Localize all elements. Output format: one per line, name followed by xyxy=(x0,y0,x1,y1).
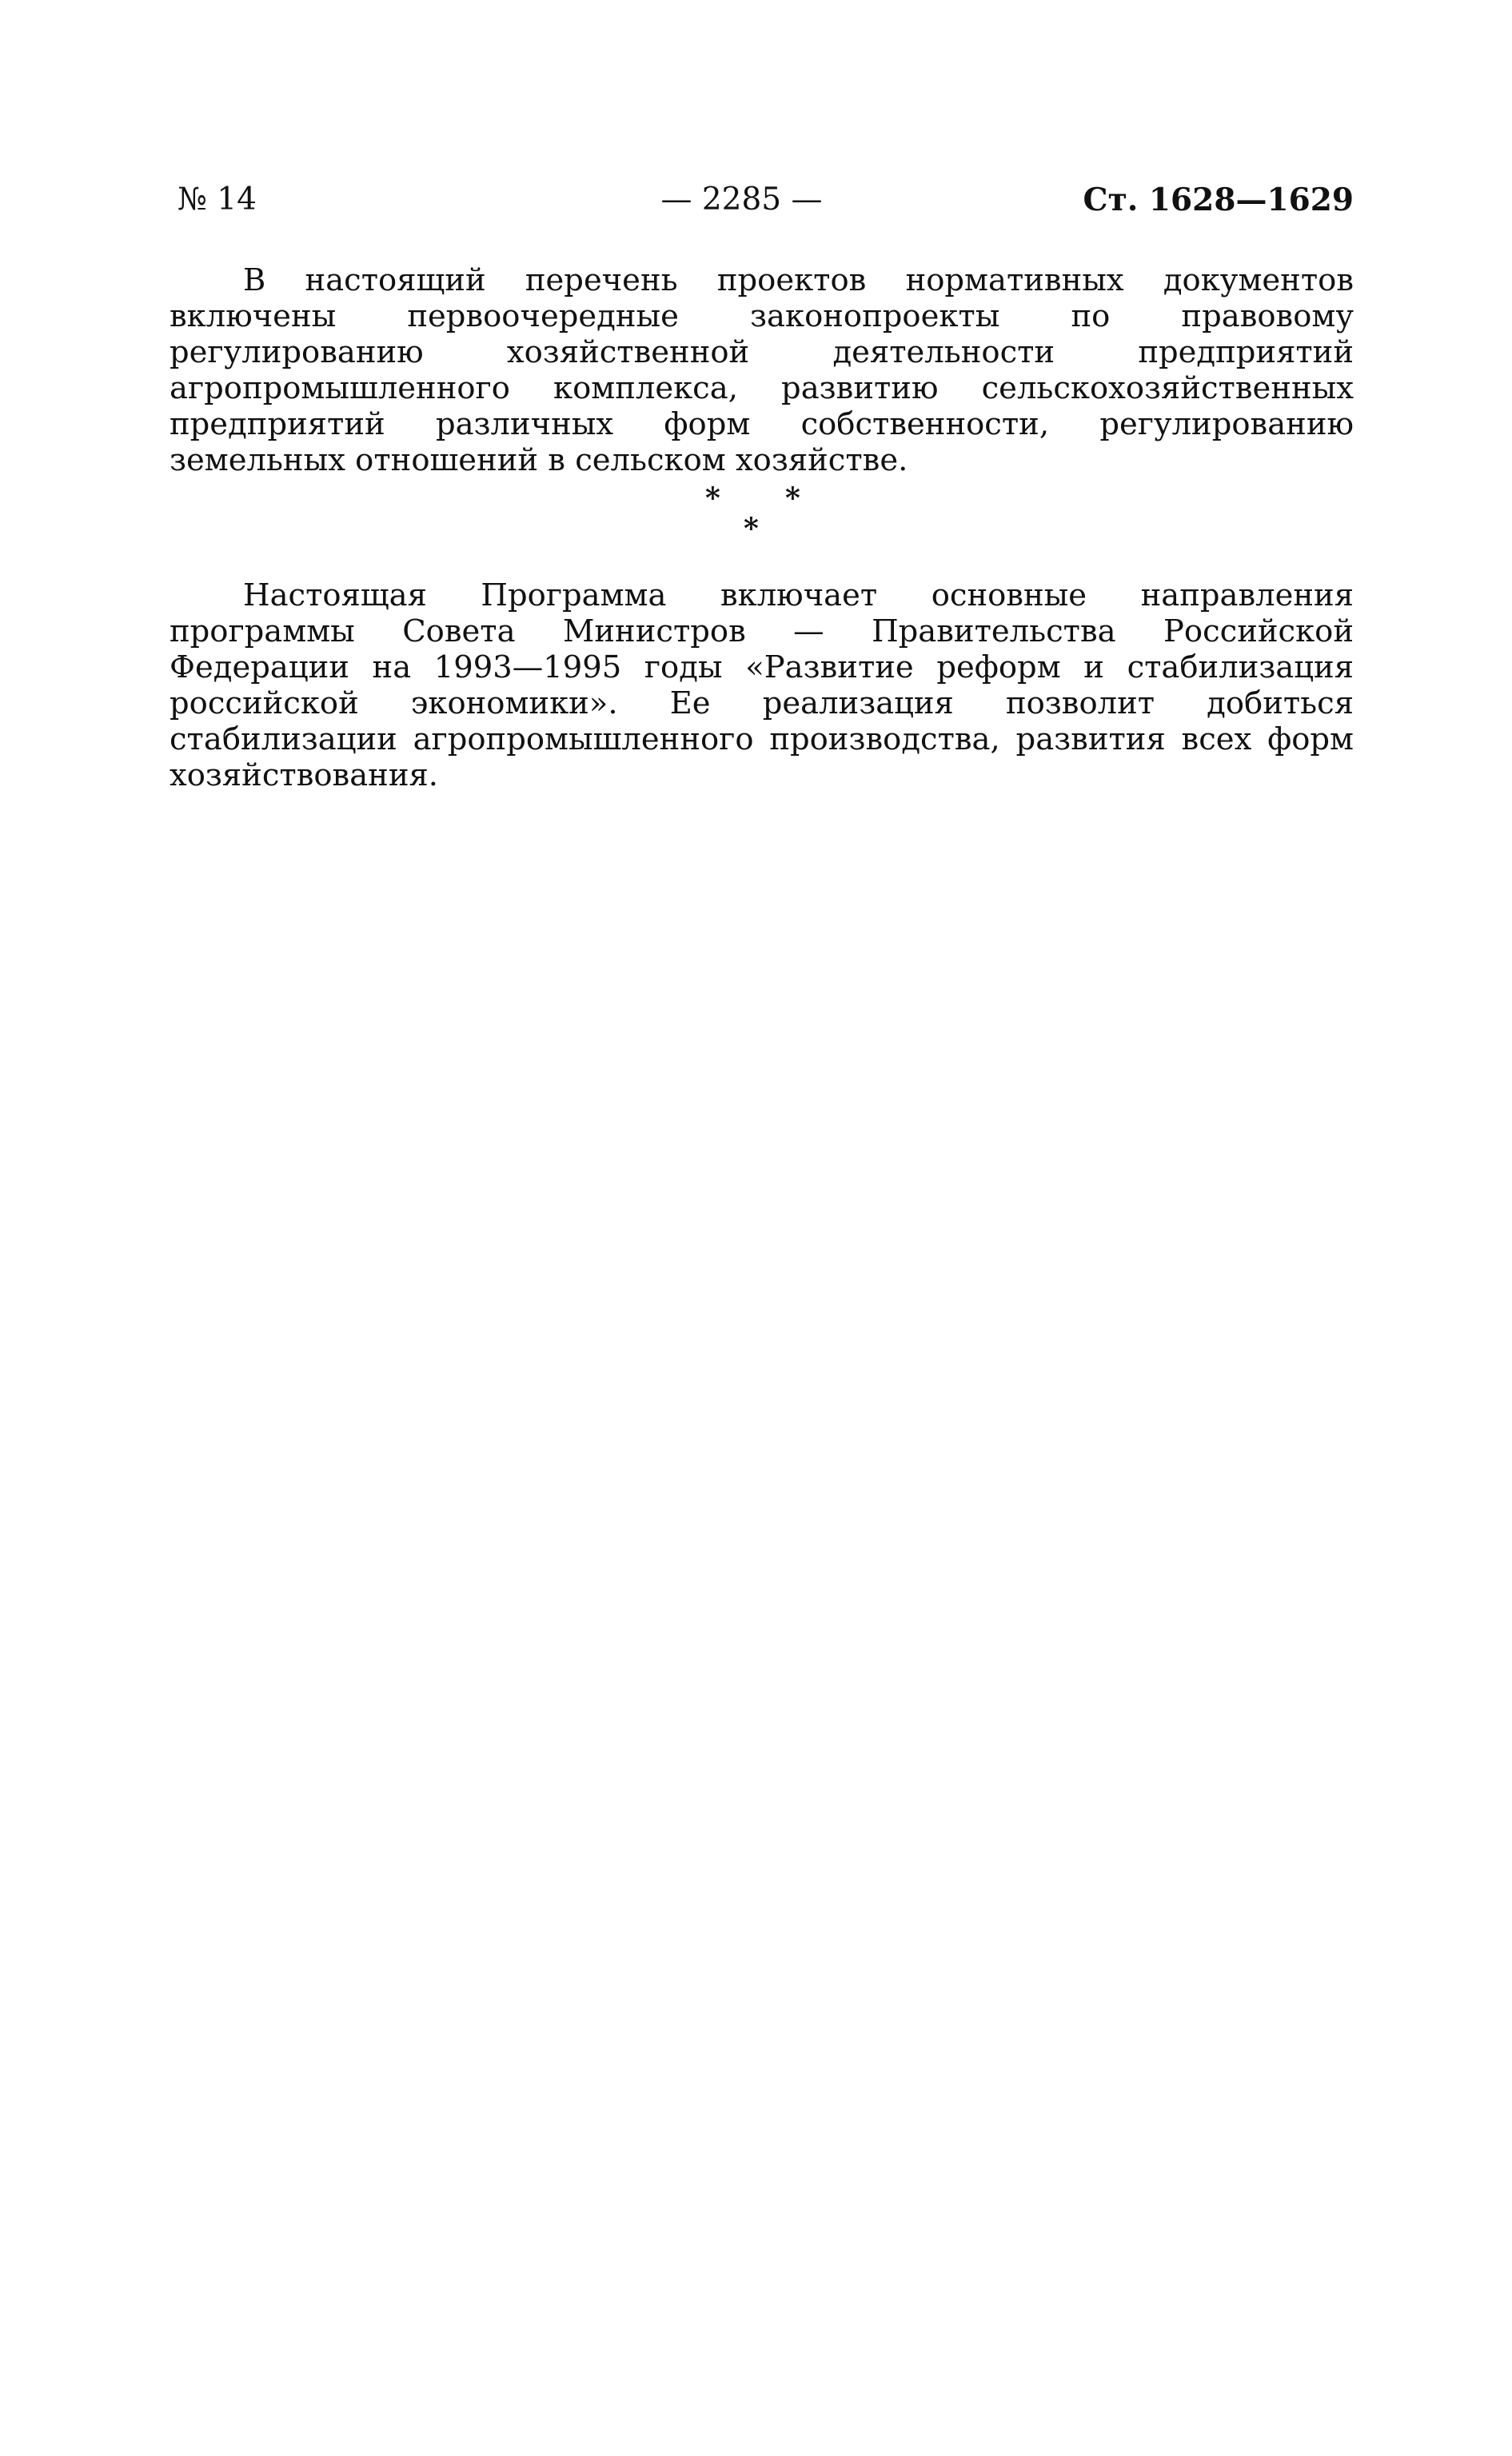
paragraph-program-summary: Настоящая Программа включает основные направления программы Совета Министров — Правительства Российской Федерации на 1993—1995 годы «Развитие реформ и стабилизация российской экономики». Ее реализация позволит добиться стабилизации агропромышленного производства, развития всех форм хозяйствования. xyxy=(170,577,1354,793)
asterisk-1: * xyxy=(705,481,720,515)
asterisk-3: * xyxy=(744,512,759,545)
page-number: — 2285 — xyxy=(660,182,823,218)
asterism-separator xyxy=(696,481,808,548)
issue-number: № 14 xyxy=(178,182,257,218)
page-header xyxy=(178,176,1354,224)
paragraph-project-list: В настоящий перечень проектов нормативных документов включены первоочередные законопроекты по правовому регулированию хозяйственной деятельности предприятий агропромышленного комплекса, развитию сельскохозяйственных предприятий различных форм собственности, регулированию земельных отношений в сельском хозяйстве. xyxy=(170,262,1354,478)
asterisk-2: * xyxy=(785,481,800,515)
article-numbers: Ст. 1628—1629 xyxy=(1083,182,1354,218)
